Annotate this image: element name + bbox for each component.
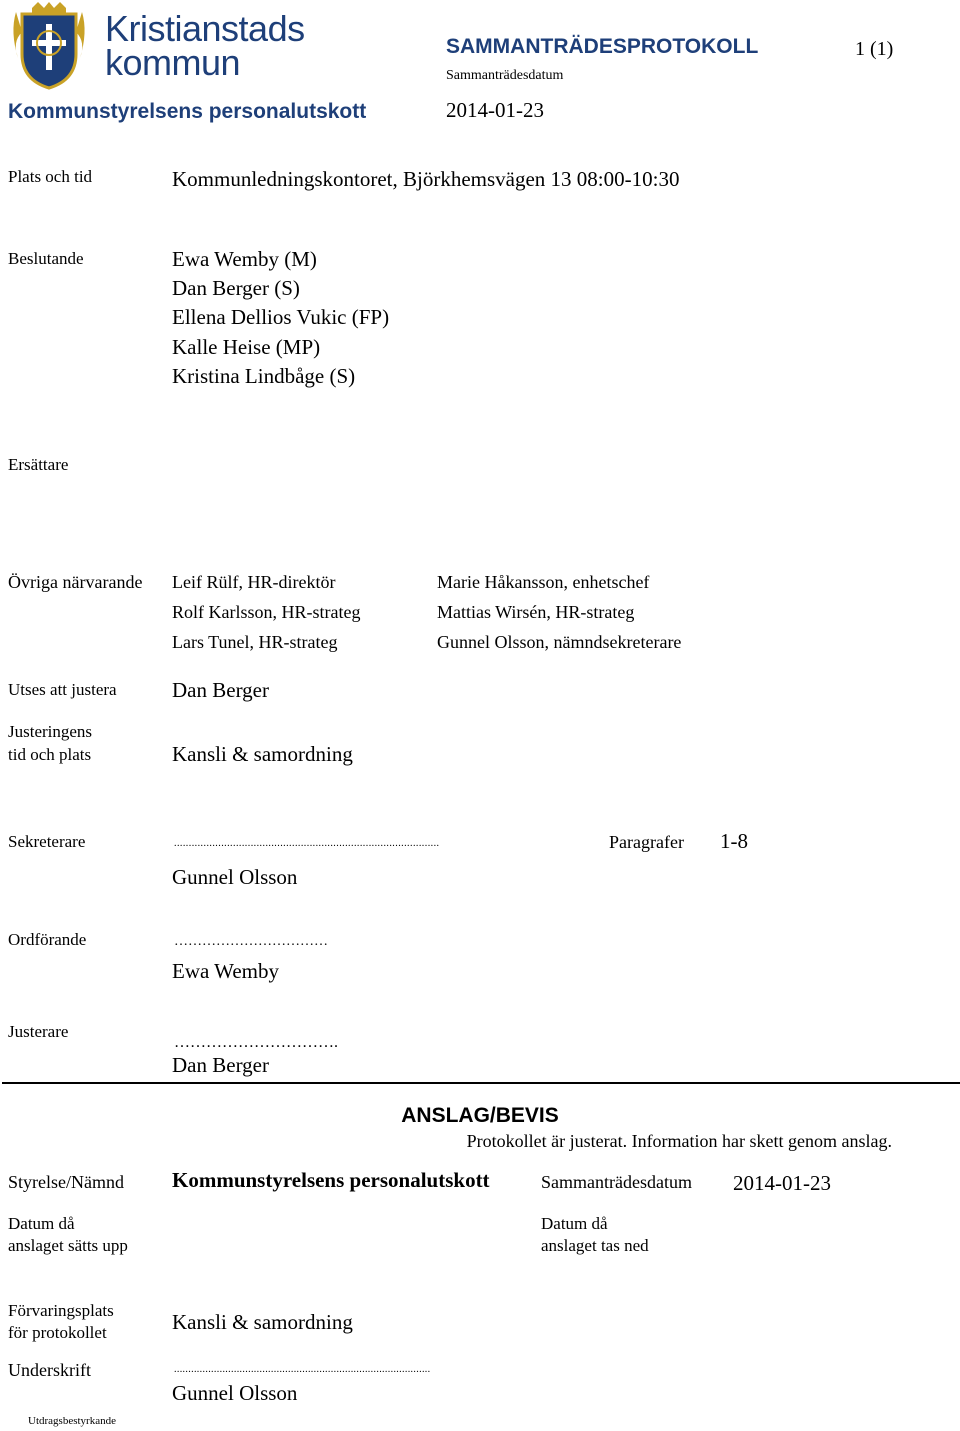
storage-value: Kansli & samordning [172, 1310, 353, 1334]
section-divider [2, 1082, 960, 1084]
page-number: 1 (1) [855, 38, 894, 60]
substitutes-label: Ersättare [8, 455, 69, 474]
chair-signature-line: …………………………… [174, 934, 328, 949]
committee-name: Kommunstyrelsens personalutskott [8, 100, 367, 123]
notice-meeting-date-label: Sammanträdesdatum [541, 1172, 692, 1192]
decider-name: Ellena Dellios Vukic (FP) [172, 305, 390, 329]
notice-title: ANSLAG/BEVIS [401, 1104, 559, 1127]
meeting-date: 2014-01-23 [446, 98, 544, 122]
storage-label-1: Förvaringsplats [8, 1301, 114, 1320]
certified-label: Utdragsbestyrkande [28, 1415, 116, 1427]
adjuster-chosen-label: Utses att justera [8, 680, 117, 699]
decider-name: Kalle Heise (MP) [172, 335, 321, 359]
place-label: Plats och tid [8, 167, 93, 186]
adjuster-name: Dan Berger [172, 1053, 269, 1077]
storage-label-2: för protokollet [8, 1323, 107, 1342]
board-value: Kommunstyrelsens personalutskott [172, 1168, 490, 1192]
document-type: SAMMANTRÄDESPROTOKOLL [446, 35, 759, 58]
signature-line: .......................................................................................... [174, 1364, 431, 1375]
logo-line-1: Kristianstads [105, 8, 305, 49]
posted-date-label-2: anslaget sätts upp [8, 1236, 128, 1255]
decider-name: Ewa Wemby (M) [172, 247, 317, 271]
adjuster-chosen-value: Dan Berger [172, 678, 269, 702]
signature-label: Underskrift [8, 1360, 91, 1380]
other-person: Leif Rülf, HR-direktör [172, 572, 336, 592]
other-person: Rolf Karlsson, HR-strateg [172, 602, 361, 622]
adjuster-signature-line: …………………………. [174, 1034, 338, 1051]
adjuster-label: Justerare [8, 1022, 69, 1041]
deciders-label: Beslutande [8, 249, 84, 268]
meeting-date-label: Sammanträdesdatum [446, 68, 564, 83]
other-person: Marie Håkansson, enhetschef [437, 572, 650, 592]
adjust-time-label-2: tid och plats [8, 745, 92, 764]
board-label: Styrelse/Nämnd [8, 1172, 124, 1192]
signature-name: Gunnel Olsson [172, 1381, 298, 1405]
secretary-label: Sekreterare [8, 832, 86, 851]
chair-label: Ordförande [8, 930, 87, 949]
decider-name: Kristina Lindbåge (S) [172, 364, 356, 388]
removed-date-label-1: Datum då [541, 1214, 608, 1233]
notice-subtitle: Protokollet är justerat. Information har skett genom anslag. [466, 1131, 892, 1151]
others-label: Övriga närvarande [8, 572, 143, 592]
posted-date-label-1: Datum då [8, 1214, 75, 1233]
decider-name: Dan Berger (S) [172, 276, 300, 300]
secretary-signature-line: .......................................................................................... [174, 838, 440, 849]
logo-line-2: kommun [105, 42, 241, 83]
logo [8, 2, 308, 90]
paragraphs-label: Paragrafer [609, 832, 684, 852]
other-person: Lars Tunel, HR-strateg [172, 632, 338, 652]
adjust-time-label-1: Justeringens [8, 722, 93, 741]
place-value: Kommunledningskontoret, Björkhemsvägen 13 08:00-10:30 [172, 167, 680, 191]
removed-date-label-2: anslaget tas ned [541, 1236, 649, 1255]
coat-of-arms-icon [8, 2, 90, 90]
adjust-time-value: Kansli & samordning [172, 742, 353, 766]
other-person: Mattias Wirsén, HR-strateg [437, 602, 635, 622]
secretary-name: Gunnel Olsson [172, 865, 298, 889]
chair-name: Ewa Wemby [172, 959, 279, 983]
notice-meeting-date: 2014-01-23 [733, 1171, 831, 1195]
paragraphs-value: 1-8 [720, 829, 748, 853]
other-person: Gunnel Olsson, nämndsekreterare [437, 632, 682, 652]
